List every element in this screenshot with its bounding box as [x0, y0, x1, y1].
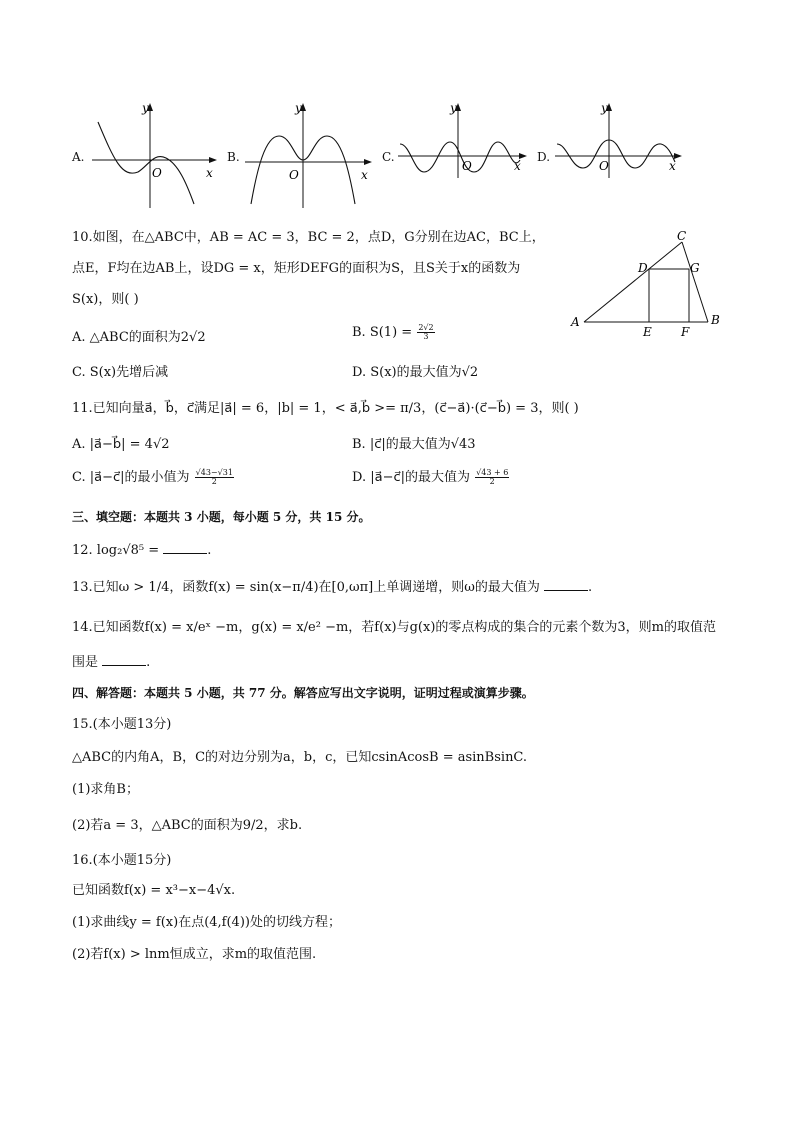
q11-d-den: 2 — [489, 477, 495, 486]
q13-answer-blank[interactable] — [544, 580, 588, 591]
q9-d-x: x — [669, 159, 676, 173]
q11-option-d — [352, 469, 510, 486]
q9-graph-c — [380, 100, 530, 180]
q9-c-x: x — [514, 159, 521, 173]
q16-stem: 已知函数f(x) = x³−x−4√x. — [72, 883, 236, 898]
q9-option-c — [380, 100, 530, 180]
q13: 13.已知ω > 1/4，函数f(x) = sin(x−π/4)在[0,ωπ]上单调递增，则ω的最大值为 . — [72, 580, 593, 595]
q9-d-origin: O — [599, 159, 609, 173]
q9-graph-b — [225, 100, 375, 212]
q13-text: 13.已知ω > 1/4，函数f(x) = sin(x−π/4)在[0,ωπ]上单调递增，则ω的最大值为 — [72, 580, 540, 595]
q9-c-y: y — [450, 101, 457, 115]
q10-line2: 点E，F均在边AB上，设DG = x，矩形DEFG的面积为S，且S关于x的函数为 — [72, 261, 521, 276]
q11-c-num: √43−√31 — [195, 468, 233, 477]
q15-header: 15.(本小题13分) — [72, 717, 172, 732]
q10-option-b — [352, 324, 436, 341]
q9-option-c-label: C. — [382, 150, 395, 164]
triangle-figure — [568, 228, 728, 343]
q9-b-origin: O — [289, 168, 299, 182]
q11-c-den: 2 — [211, 477, 217, 486]
q9-option-b — [225, 100, 375, 212]
q9-a-x: x — [206, 166, 213, 180]
q9-b-y: y — [295, 101, 302, 115]
q14-line2-text: 围是 — [72, 655, 99, 670]
q11-d-num: √43 + 6 — [476, 468, 509, 477]
q10-figure — [568, 228, 728, 343]
fig-label-e: E — [643, 325, 652, 339]
q9-b-x: x — [361, 168, 368, 182]
q15-part2: (2)若a = 3，△ABC的面积为9/2，求b. — [72, 818, 303, 833]
q10-option-d: D. S(x)的最大值为√2 — [352, 365, 479, 380]
fig-label-a: A — [571, 315, 580, 329]
q11-option-c-pre: C. |a⃗−c⃗|的最小值为 — [72, 470, 190, 485]
q9-a-origin: O — [152, 166, 162, 180]
q10-line1: 10.如图，在△ABC中，AB = AC = 3，BC = 2，点D，G分别在边AC，BC上， — [72, 230, 545, 245]
q11-option-c-frac — [195, 469, 234, 486]
q14-line2: 围是 . — [72, 655, 151, 670]
q10-b-den: 3 — [423, 332, 429, 341]
section4-heading: 四、解答题：本题共 5 小题，共 77 分。解答应写出文字说明，证明过程或演算步骤。 — [72, 686, 534, 700]
q16-part2: (2)若f(x) > lnm恒成立，求m的取值范围. — [72, 947, 317, 962]
q9-option-d — [535, 100, 685, 180]
fig-label-b: B — [711, 313, 720, 327]
q9-graph-a — [70, 100, 220, 212]
q14-answer-blank[interactable] — [102, 655, 146, 666]
q9-d-y: y — [601, 101, 608, 115]
q11-option-b: B. |c⃗|的最大值为√43 — [352, 437, 476, 452]
q10-option-c: C. S(x)先增后减 — [72, 365, 169, 380]
fig-label-f: F — [681, 325, 690, 339]
q10-b-num: 2√2 — [418, 323, 434, 332]
q12-text: 12. log₂√8⁵ = — [72, 543, 160, 558]
q12: 12. log₂√8⁵ = . — [72, 543, 212, 558]
q9-graph-d — [535, 100, 685, 180]
fig-label-g: G — [690, 261, 700, 275]
q11-option-c — [72, 469, 235, 486]
q9-option-d-label: D. — [537, 150, 551, 164]
q9-option-b-label: B. — [227, 150, 240, 164]
fig-label-c: C — [677, 229, 687, 243]
q11-option-d-pre: D. |a⃗−c⃗|的最大值为 — [352, 470, 470, 485]
q9-c-origin: O — [462, 159, 472, 173]
q10-option-b-pre: B. S(1) = — [352, 325, 413, 340]
q9-a-y: y — [142, 101, 149, 115]
q10-line3: S(x)，则( ) — [72, 292, 139, 307]
q11-option-a: A. |a⃗−b⃗| = 4√2 — [72, 437, 170, 452]
fig-label-d: D — [638, 261, 648, 275]
q11-option-d-frac — [475, 469, 509, 486]
q11-line1: 11.已知向量a⃗，b⃗，c⃗满足|a⃗| = 6，|b| = 1，< a⃗,b⃗ >= π/3，(c⃗−a⃗)·(c⃗−b⃗) = 3，则( ) — [72, 401, 579, 416]
q10-option-a: A. △ABC的面积为2√2 — [72, 330, 206, 345]
q12-answer-blank[interactable] — [163, 543, 207, 554]
q16-part1: (1)求曲线y = f(x)在点(4,f(4))处的切线方程； — [72, 915, 341, 930]
q15-stem: △ABC的内角A，B，C的对边分别为a，b，c，已知csinAcosB = asinBsinC. — [72, 750, 528, 765]
q15-part1: (1)求角B； — [72, 782, 139, 797]
q14-line1: 14.已知函数f(x) = x/eˣ −m，g(x) = x/e² −m，若f(x)与g(x)的零点构成的集合的元素个数为3，则m的取值范 — [72, 620, 716, 635]
q16-header: 16.(本小题15分) — [72, 853, 172, 868]
q10-option-b-frac — [417, 324, 434, 341]
q9-option-a-label: A. — [72, 150, 85, 164]
section3-heading: 三、填空题：本题共 3 小题，每小题 5 分，共 15 分。 — [72, 510, 371, 524]
q9-option-a — [70, 100, 220, 212]
